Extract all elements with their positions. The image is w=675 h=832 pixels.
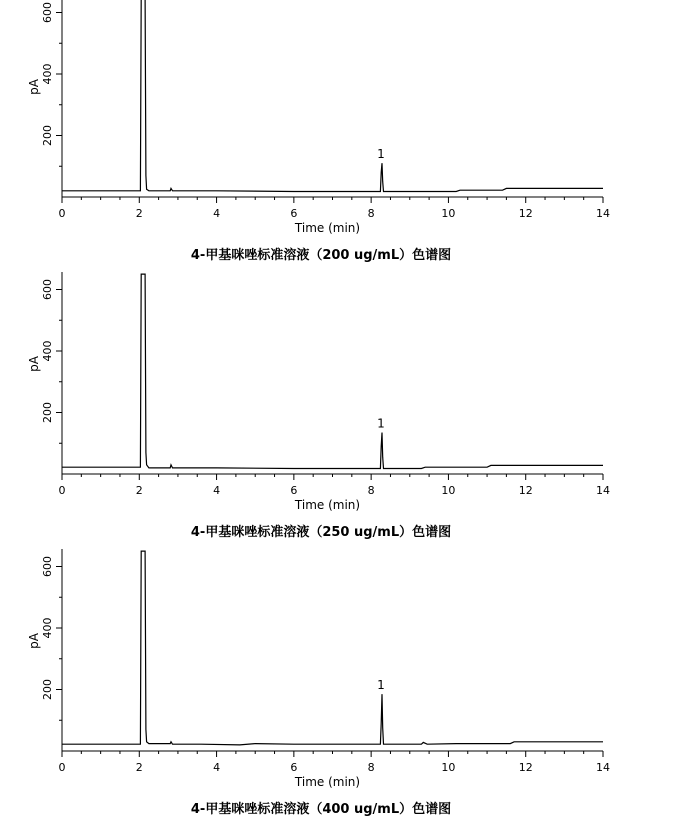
x-tick-label: 4	[213, 761, 221, 774]
chromatogram-trace	[62, 551, 603, 745]
y-tick-label: 400	[41, 63, 54, 85]
x-tick-label: 14	[596, 207, 610, 220]
x-tick-label: 0	[58, 484, 66, 497]
chart-caption: 4-甲基咪唑标准溶液（200 ug/mL）色谱图	[190, 248, 452, 263]
y-tick-label: 200	[41, 125, 54, 146]
y-axis-title: pA	[27, 356, 41, 372]
x-axis-title: Time (min)	[294, 221, 361, 235]
y-tick-label: 600	[41, 556, 54, 577]
y-tick-label: 400	[41, 617, 54, 639]
y-tick-label: 600	[41, 279, 54, 300]
x-tick-label: 10	[441, 484, 456, 497]
x-tick-label: 2	[135, 207, 143, 220]
x-tick-label: 10	[441, 761, 456, 774]
x-tick-label: 4	[213, 207, 221, 220]
x-tick-label: 0	[58, 761, 66, 774]
peak-label: 1	[377, 147, 385, 162]
x-tick-label: 8	[367, 761, 375, 774]
y-tick-label: 200	[41, 679, 54, 700]
x-tick-label: 14	[596, 484, 610, 497]
x-tick-label: 6	[290, 484, 298, 497]
x-axis-title: Time (min)	[294, 498, 361, 512]
y-tick-label: 400	[41, 340, 54, 362]
x-axis-title: Time (min)	[294, 775, 361, 789]
x-tick-label: 4	[213, 484, 221, 497]
y-tick-label: 600	[41, 2, 54, 23]
chromatogram-trace	[62, 274, 603, 468]
chart-panel-2	[27, 272, 610, 540]
x-tick-label: 0	[58, 207, 66, 220]
x-tick-label: 8	[367, 484, 375, 497]
peak-label: 1	[377, 416, 385, 431]
x-tick-label: 2	[135, 761, 143, 774]
y-tick-label: 200	[41, 402, 54, 423]
x-tick-label: 12	[518, 484, 533, 497]
chart-panel-1	[27, 0, 610, 263]
x-tick-label: 8	[367, 207, 375, 220]
peak-label: 1	[377, 678, 385, 693]
chart-panel-3	[27, 549, 610, 817]
x-tick-label: 12	[518, 207, 533, 220]
y-axis-title: pA	[27, 79, 41, 95]
x-tick-label: 2	[135, 484, 143, 497]
x-tick-label: 6	[290, 761, 298, 774]
y-axis-title: pA	[27, 633, 41, 649]
chart-caption: 4-甲基咪唑标准溶液（400 ug/mL）色谱图	[190, 802, 452, 817]
x-tick-label: 6	[290, 207, 298, 220]
x-tick-label: 12	[518, 761, 533, 774]
x-tick-label: 14	[596, 761, 610, 774]
chromatogram-trace	[62, 0, 603, 191]
chart-caption: 4-甲基咪唑标准溶液（250 ug/mL）色谱图	[190, 525, 452, 540]
x-tick-label: 10	[441, 207, 456, 220]
